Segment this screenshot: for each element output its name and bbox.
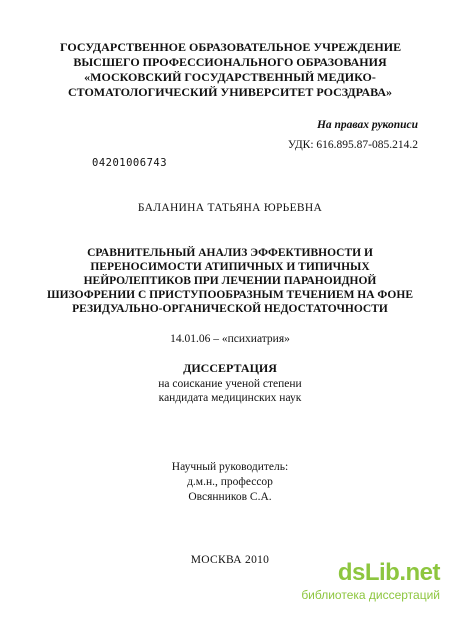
institution-line: ВЫСШЕГО ПРОФЕССИОНАЛЬНОГО ОБРАЗОВАНИЯ (73, 55, 387, 69)
supervisor-block (100, 460, 360, 505)
supervisor-name: Овсянников С.А. (188, 491, 272, 503)
manuscript-note: На правах рукописи (316, 119, 418, 131)
watermark-logo: dsLib.net (337, 559, 440, 586)
specialty-code: 14.01.06 – «психиатрия» (170, 333, 290, 345)
title-line: НЕЙРОЛЕПТИКОВ ПРИ ЛЕЧЕНИИ ПАРАНОИДНОЙ (83, 275, 377, 287)
udk-code: УДК: 616.895.87-085.214.2 (287, 139, 418, 151)
degree-line: на соискание ученой степени (158, 378, 302, 390)
title-line: ШИЗОФРЕНИИ С ПРИСТУПООБРАЗНЫМ ТЕЧЕНИЕМ НА ФОНЕ (46, 289, 413, 301)
institution-header (60, 40, 400, 100)
institution-line: «МОСКОВСКИЙ ГОСУДАРСТВЕННЫЙ МЕДИКО- (84, 70, 376, 84)
author-name: БАЛАНИНА ТАТЬЯНА ЮРЬЕВНА (137, 202, 323, 214)
degree-line: кандидата медицинских наук (158, 392, 302, 404)
document-type: ДИССЕРТАЦИЯ (183, 361, 277, 375)
city-year: МОСКВА 2010 (190, 554, 270, 566)
dissertation-title (45, 246, 415, 316)
inventory-number: 04201006743 (92, 157, 168, 169)
supervisor-label: Научный руководитель: (171, 461, 289, 473)
supervisor-rank: д.м.н., профессор (187, 476, 273, 488)
title-line: ПЕРЕНОСИМОСТИ АТИПИЧНЫХ И ТИПИЧНЫХ (90, 261, 370, 273)
institution-line: СТОМАТОЛОГИЧЕСКИЙ УНИВЕРСИТЕТ РОСЗДРАВА» (67, 85, 393, 99)
dslib-watermark (250, 560, 440, 608)
institution-line: ГОСУДАРСТВЕННОЕ ОБРАЗОВАТЕЛЬНОЕ УЧРЕЖДЕНИЕ (60, 40, 402, 54)
watermark-subtitle: библиотека диссертаций (301, 588, 440, 602)
title-line: РЕЗИДУАЛЬНО-ОРГАНИЧЕСКОЙ НЕДОСТАТОЧНОСТИ (72, 303, 388, 315)
title-line: СРАВНИТЕЛЬНЫЙ АНАЛИЗ ЭФФЕКТИВНОСТИ И (87, 247, 373, 259)
degree-statement (80, 377, 380, 405)
